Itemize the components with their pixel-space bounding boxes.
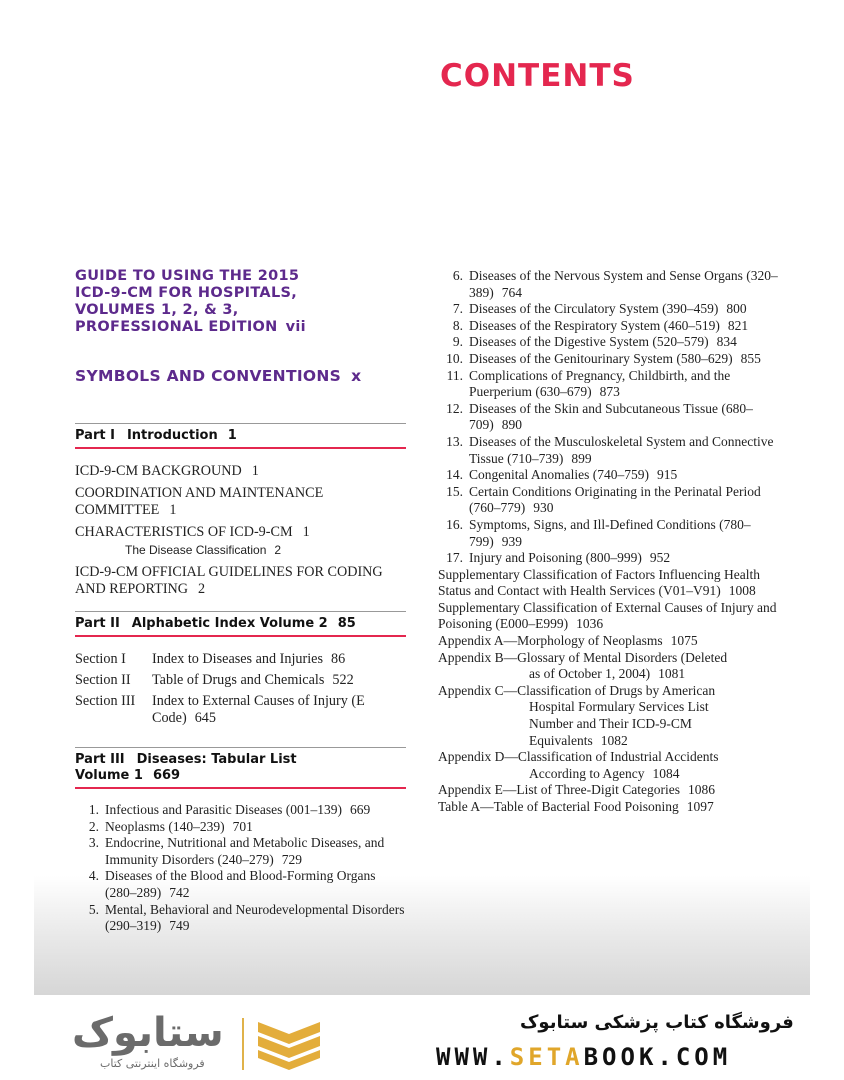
part-1-header: Part I Introduction 1 (75, 423, 406, 449)
list-item: 17. Injury and Poisoning (800–999) 952 (446, 550, 671, 566)
section-row: Section II Table of Drugs and Chemicals 522 (75, 672, 354, 688)
appendix-a: Appendix A—Morphology of Neoplasms 1075 (438, 633, 698, 649)
section-row: Section I Index to Diseases and Injuries 86 (75, 651, 346, 667)
list-item: 9. Diseases of the Digestive System (520–579) 834 (452, 334, 737, 350)
appendix-d: Appendix D—Classification of Industrial Accidents According to Agency 1084 (438, 749, 719, 781)
appendix-b: Appendix B—Glossary of Mental Disorders (Deleted as of October 1, 2004) 1081 (438, 649, 728, 682)
appendix-c: Appendix C—Classification of Drugs by American Hospital Formulary Services List Number and Their ICD-9-CM Equivalents 1082 (438, 682, 716, 748)
part-3 (75, 747, 406, 935)
list-item: 15. Certain Conditions Originating in the Perinatal Period (760–779) 930 (446, 483, 761, 516)
list-item: 3. Endocrine, Nutritional and Metabolic Diseases, and Immunity Disorders (240–279) 729 (88, 835, 385, 867)
part-2-header: Part II Alphabetic Index Volume 2 85 (75, 611, 406, 637)
list-item: 10. Diseases of the Genitourinary System (580–629) 855 (446, 350, 761, 366)
list-item: 13. Diseases of the Musculoskeletal System and Connective Tissue (710–739) 899 (446, 433, 774, 466)
guide-line: VOLUMES 1, 2, & 3, (75, 302, 239, 318)
symbols-heading (75, 367, 361, 385)
logo-subtitle: فروشگاه اینترنتی کتاب (100, 1057, 205, 1070)
list-item: 16. Symptoms, Signs, and Ill-Defined Conditions (780–799) 939 (446, 516, 751, 549)
appendix-e: Appendix E—List of Three-Digit Categories 1086 (438, 782, 715, 798)
list-item: 1. Infectious and Parasitic Diseases (001–139) 669 (88, 802, 371, 817)
table-a: Table A—Table of Bacterial Food Poisoning 1097 (438, 799, 714, 814)
part-1 (75, 423, 406, 603)
part-2-sections (75, 651, 406, 727)
page-title: CONTENTS (440, 58, 635, 94)
list-item: 12. Diseases of the Skin and Subcutaneous Tissue (680–709) 890 (446, 400, 753, 433)
part-3-list (75, 802, 406, 935)
list-item: 5. Mental, Behavioral and Neurodevelopmental Disorders (290–319) 749 (88, 901, 405, 934)
symbols-page: x (351, 367, 362, 385)
part-3-header: Part III Diseases: Tabular List Volume 1 669 (75, 747, 406, 789)
toc-entry: COORDINATION AND MAINTENANCE COMMITTEE 1 (75, 485, 324, 518)
toc-subentry: The Disease Classification 2 (125, 543, 282, 557)
list-item: 14. Congenital Anomalies (740–759) 915 (446, 467, 678, 483)
book-stack-icon (254, 1014, 324, 1070)
toc-entry: ICD-9-CM BACKGROUND 1 (75, 463, 259, 479)
list-item: 7. Diseases of the Circulatory System (390–459) 800 (452, 301, 747, 317)
list-item: 2. Neoplasms (140–239) 701 (88, 818, 253, 834)
logo-divider (242, 1018, 244, 1070)
guide-heading (75, 268, 306, 336)
guide-line: PROFESSIONAL EDITION vii (75, 319, 306, 335)
shop-name: فروشگاه کتاب پزشکی ستابوک (520, 1012, 794, 1033)
guide-page: vii (285, 319, 306, 335)
guide-line: GUIDE TO USING THE 2015 (75, 268, 300, 284)
part-2 (75, 611, 406, 731)
right-column (438, 268, 778, 816)
list-item: 8. Diseases of the Respiratory System (460–519) 821 (452, 317, 749, 333)
setabook-logo: ستابوک (72, 1010, 224, 1056)
list-item: 11. Complications of Pregnancy, Childbirth, and the Puerperium (630–679) 873 (446, 367, 731, 400)
section-row: Section III Index to External Causes of Injury (E Code) 645 (75, 693, 365, 726)
guide-line: ICD-9-CM FOR HOSPITALS, (75, 285, 298, 301)
site-url[interactable]: WWW.SETABOOK.COM (436, 1043, 732, 1071)
part-1-entries (75, 463, 406, 598)
supplementary-entry: Supplementary Classification of Factors Influencing Health Status and Contact with Health Services (V01–V91) 1008 (438, 566, 761, 599)
supplementary-entry: Supplementary Classification of External Causes of Injury and Poisoning (E000–E999) 1036 (438, 599, 777, 632)
toc-entry: CHARACTERISTICS OF ICD-9-CM 1 (75, 524, 310, 540)
toc-entry: ICD-9-CM OFFICIAL GUIDELINES FOR CODING AND REPORTING 2 (75, 564, 383, 597)
list-item: 4. Diseases of the Blood and Blood-Forming Organs (280–289) 742 (88, 868, 376, 900)
list-item: 6. Diseases of the Nervous System and Sense Organs (320–389) 764 (452, 268, 778, 300)
symbols-label: SYMBOLS AND CONVENTIONS (75, 367, 342, 385)
